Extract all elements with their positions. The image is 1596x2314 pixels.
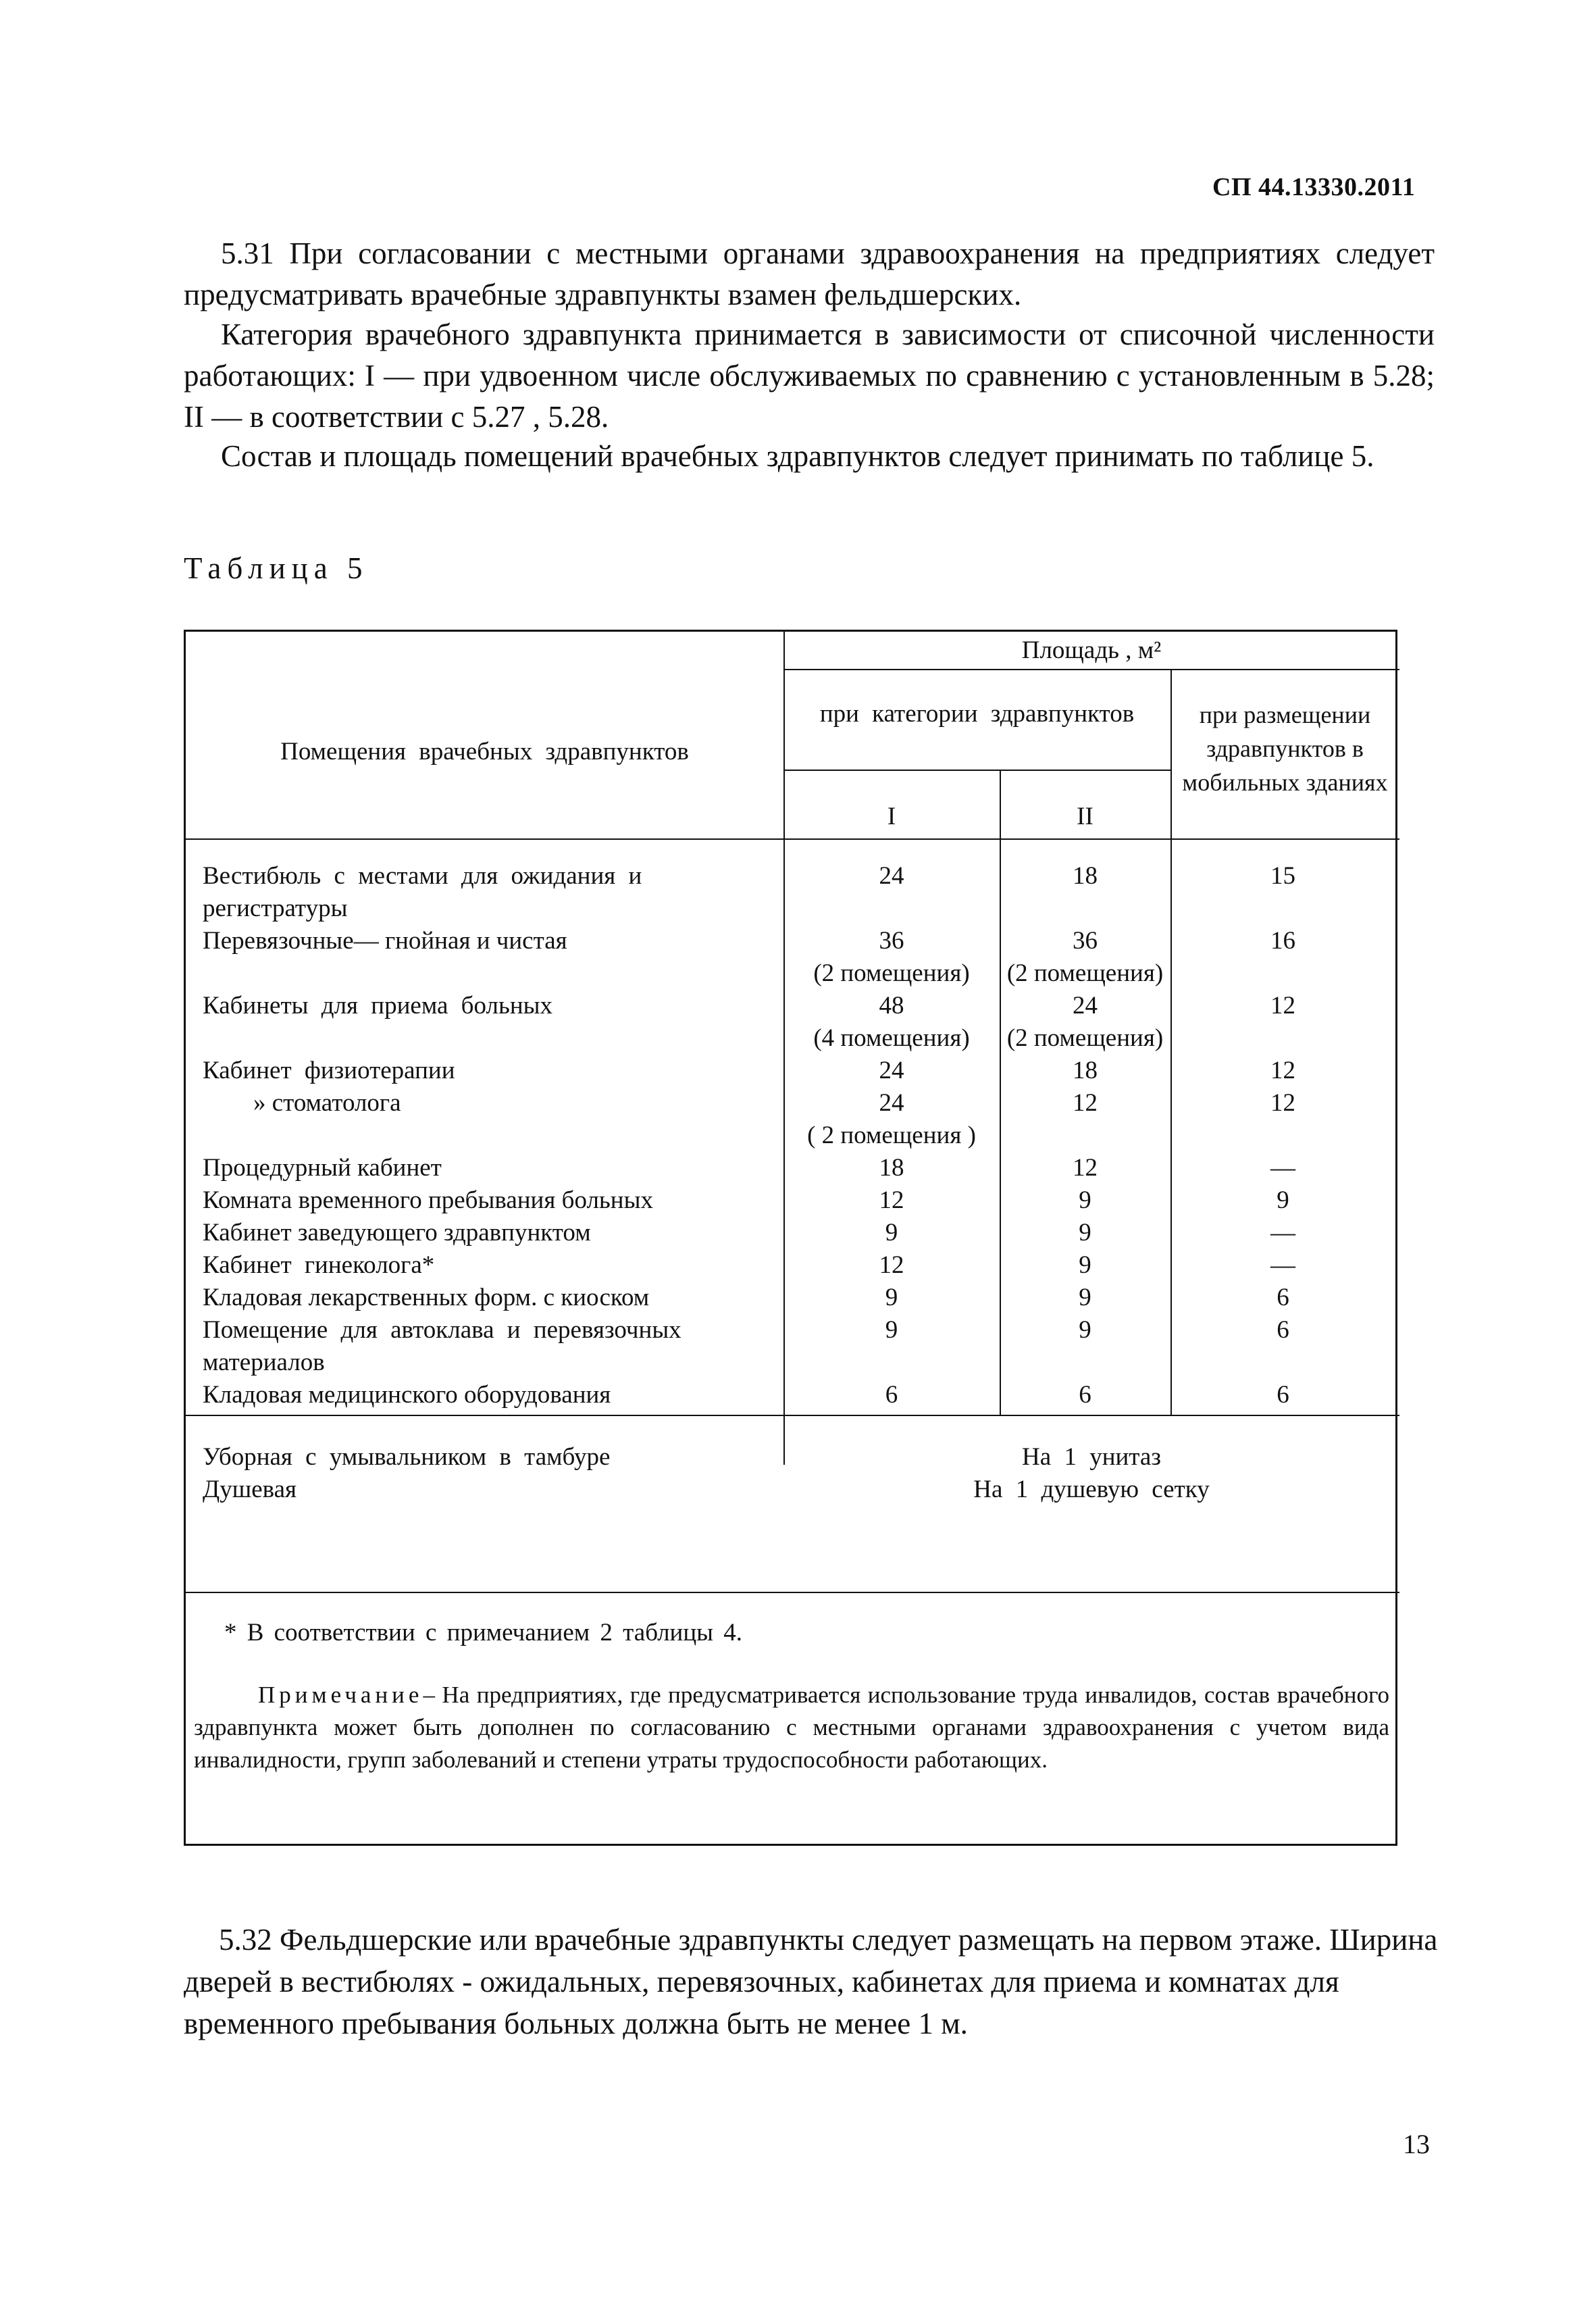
sanitary-name-shower: Душевая: [203, 1476, 297, 1503]
table-row: [186, 1056, 1395, 1088]
table-hline-area: [783, 669, 1399, 670]
row-name: Кабинеты для приема больных: [203, 992, 552, 1020]
table-row: [186, 1380, 1395, 1413]
row-value-cat2: 36: [1073, 927, 1098, 955]
row-value-cat1: 36: [879, 927, 904, 955]
table-row-cont: [186, 1024, 1395, 1056]
row-value-cat2: 18: [1073, 862, 1098, 890]
table-hline-body: [186, 1415, 1399, 1416]
row-value-mobile: —: [1270, 1154, 1295, 1182]
table-row: [186, 1315, 1395, 1348]
table-row-cont: [186, 1348, 1395, 1380]
row-name: Кладовая медицинского оборудования: [203, 1381, 611, 1409]
row-value-mobile: 12: [1270, 1089, 1295, 1117]
row-value-cat1: 18: [879, 1154, 904, 1182]
row-value-mobile: —: [1270, 1251, 1295, 1279]
row-name-cont: материалов: [203, 1349, 325, 1376]
col-header-cat-1: I: [887, 803, 896, 830]
row-value-cat2: 9: [1079, 1186, 1091, 1214]
row-value-cat1-note: (4 помещения): [813, 1024, 970, 1052]
col-header-area: Площадь , м²: [1021, 636, 1162, 664]
sanitary-value-toilet: На 1 унитаз: [1022, 1443, 1161, 1471]
row-value-cat2: 9: [1079, 1251, 1091, 1279]
row-name: Помещение для автоклава и перевязочных: [203, 1316, 681, 1344]
row-value-cat2: 6: [1079, 1381, 1091, 1409]
row-value-cat2: 9: [1079, 1219, 1091, 1247]
paragraph-category: [184, 314, 1435, 438]
col-header-rooms: Помещения врачебных здравпунктов: [280, 738, 689, 765]
row-name-cont: регистратуры: [203, 895, 348, 922]
row-name: Процедурный кабинет: [203, 1154, 442, 1182]
table-hline-cat: [783, 770, 1170, 771]
row-value-mobile: 12: [1270, 992, 1295, 1020]
paragraph-category-text: Категория врачебного здравпункта принимается в зависимости от списочной численности работающих: I — при удвоенном числе обслуживаемых по сравнению с установленным в 5.28; II — в соответствии с 5.27 , 5.28.: [184, 318, 1435, 434]
row-value-mobile: 6: [1277, 1316, 1289, 1344]
paragraph-5-31-text: 5.31 При согласовании с местными органами здравоохранения на предприятиях следует предусматривать врачебные здравпункты взамен фельдшерских.: [184, 236, 1435, 311]
row-value-mobile: 12: [1270, 1057, 1295, 1084]
table-hline-sanitary: [186, 1592, 1399, 1593]
table-row-cont: [186, 959, 1395, 991]
sanitary-name-toilet: Уборная с умывальником в тамбуре: [203, 1443, 611, 1471]
row-value-cat2: 24: [1073, 992, 1098, 1020]
row-value-cat2: 18: [1073, 1057, 1098, 1084]
table-row: [186, 926, 1395, 959]
table-row: [186, 1218, 1395, 1251]
row-name: Кабинет физиотерапии: [203, 1057, 455, 1084]
row-value-cat2: 12: [1073, 1089, 1098, 1117]
table-row-cont: [186, 1121, 1395, 1153]
row-value-cat1: 24: [879, 1089, 904, 1117]
row-value-cat1: 9: [885, 1316, 898, 1344]
row-value-cat1: 48: [879, 992, 904, 1020]
row-name: Кабинет гинеколога*: [203, 1251, 435, 1279]
col-header-cat-2: II: [1077, 803, 1093, 830]
table-row-cont: [186, 894, 1395, 926]
row-name: Кабинет заведующего здравпунктом: [203, 1219, 591, 1247]
table-row: [186, 1251, 1395, 1283]
row-name: Вестибюль с местами для ожидания и: [203, 862, 642, 890]
table-row: [186, 1186, 1395, 1218]
row-value-mobile: —: [1270, 1219, 1295, 1247]
row-value-cat1-note: (2 помещения): [813, 959, 970, 987]
row-value-mobile: 6: [1277, 1381, 1289, 1409]
table-row: [186, 1153, 1395, 1186]
paragraph-composition-text: Состав и площадь помещений врачебных здравпунктов следует принимать по таблице 5.: [221, 439, 1374, 473]
table-row: [186, 1283, 1395, 1315]
col-header-mobile: при размещении здравпунктов в мобильных зданиях: [1182, 701, 1388, 796]
row-value-cat1-note: ( 2 помещения ): [807, 1122, 976, 1149]
table-note: [194, 1679, 1389, 1776]
document-code: СП 44.13330.2011: [1212, 173, 1416, 201]
paragraph-5-32: [184, 1919, 1440, 2044]
page-number: 13: [1403, 2129, 1430, 2159]
row-value-mobile: 6: [1277, 1284, 1289, 1311]
row-value-cat1: 9: [885, 1219, 898, 1247]
table-row: [186, 1088, 1395, 1121]
row-value-mobile: 16: [1270, 927, 1295, 955]
paragraph-5-31: [184, 233, 1435, 316]
row-value-mobile: 9: [1277, 1186, 1289, 1214]
note-lead: Примечание: [258, 1682, 423, 1708]
row-name: Кладовая лекарственных форм. с киоском: [203, 1284, 650, 1311]
table-row: [186, 991, 1395, 1024]
sanitary-value-shower: На 1 душевую сетку: [973, 1476, 1210, 1503]
row-value-mobile: 15: [1270, 862, 1295, 890]
row-name: Комната временного пребывания больных: [203, 1186, 653, 1214]
table-caption: Таблица 5: [184, 551, 369, 585]
row-name: » стоматолога: [253, 1089, 401, 1117]
row-value-cat2-note: (2 помещения): [1006, 959, 1164, 987]
note-text: – На предприятиях, где предусматривается использование труда инвалидов, состав врачебного здравпункта может быть дополнен по согласованию с местными органами здравоохранения с учетом вида инвалидности, групп заболеваний и степени утраты трудоспособности работающих.: [194, 1682, 1389, 1773]
table-5: [184, 630, 1397, 1846]
col-header-by-category: при категории здравпунктов: [819, 700, 1135, 728]
row-value-cat1: 6: [885, 1381, 898, 1409]
table-footnote: * В соответствии с примечанием 2 таблицы 4.: [224, 1619, 743, 1646]
row-value-cat2: 9: [1079, 1316, 1091, 1344]
paragraph-composition: [184, 436, 1435, 477]
paragraph-5-32-text: 5.32 Фельдшерские или врачебные здравпункты следует размещать на первом этаже. Ширина дверей в вестибюлях - ожидальных, перевязочных, кабинетах для приема и комнатах для временного пребывания больных должна быть не менее 1 м.: [184, 1923, 1438, 2040]
row-value-cat2-note: (2 помещения): [1006, 1024, 1164, 1052]
row-value-cat1: 12: [879, 1251, 904, 1279]
row-value-cat1: 24: [879, 1057, 904, 1084]
table-row: [186, 861, 1395, 894]
table-hline-header: [186, 838, 1399, 840]
row-name: Перевязочные— гнойная и чистая: [203, 927, 567, 955]
row-value-cat1: 24: [879, 862, 904, 890]
row-value-cat1: 9: [885, 1284, 898, 1311]
row-value-cat1: 12: [879, 1186, 904, 1214]
row-value-cat2: 9: [1079, 1284, 1091, 1311]
row-value-cat2: 12: [1073, 1154, 1098, 1182]
